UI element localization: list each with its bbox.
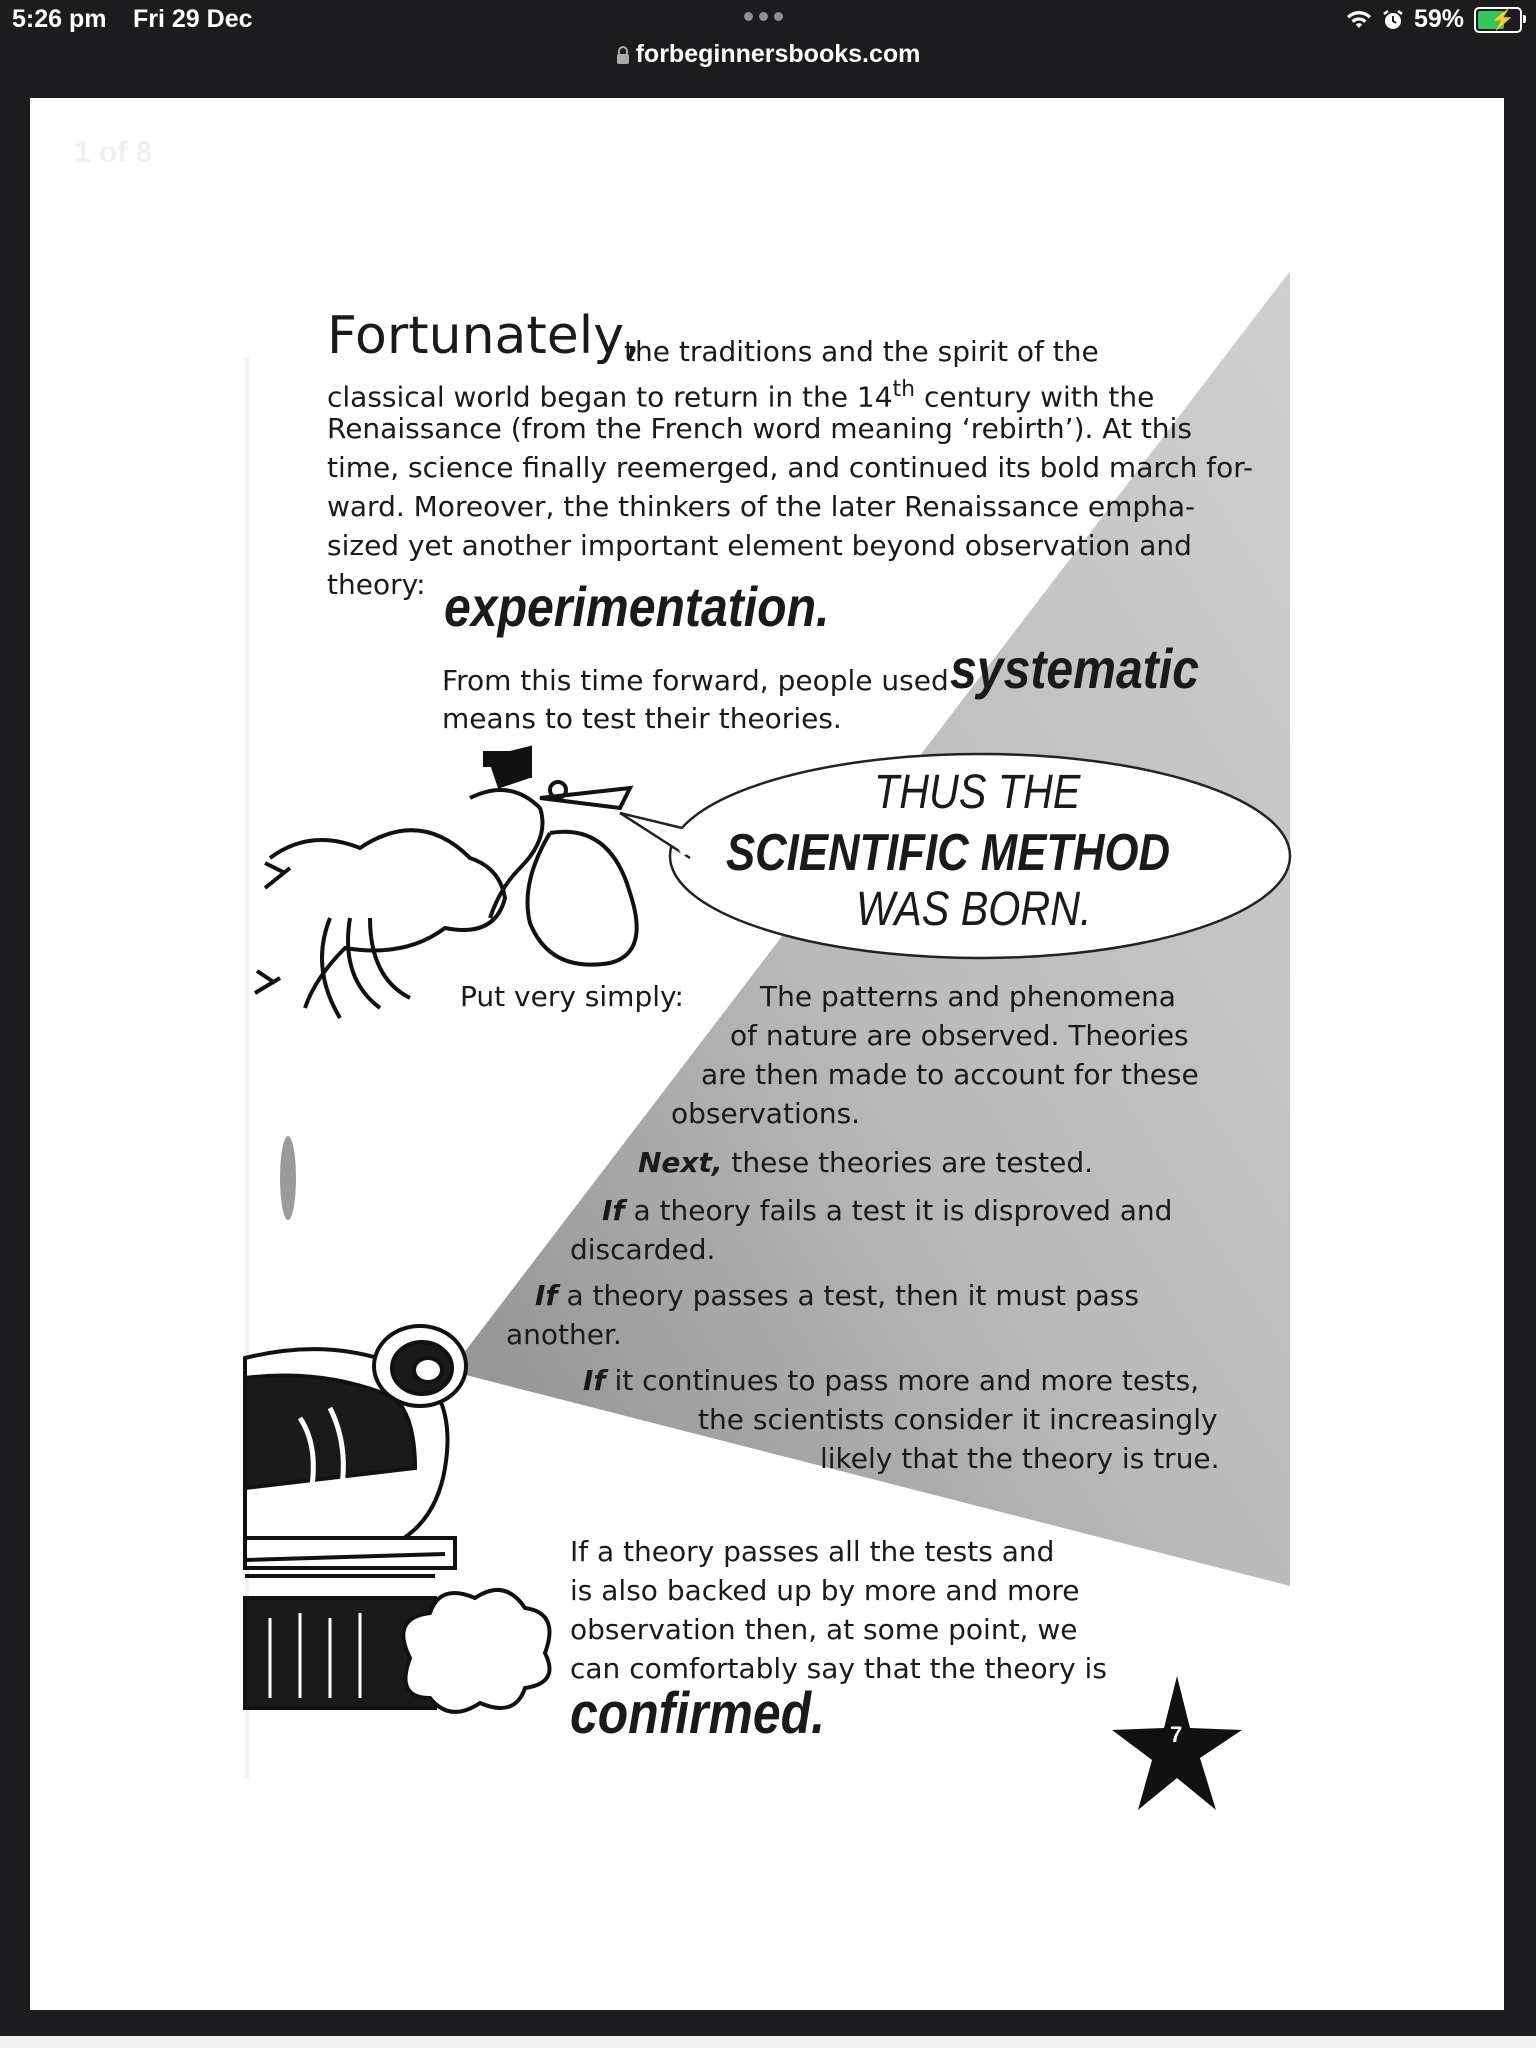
para3-line4: observations. (671, 1097, 861, 1130)
document-page[interactable] (30, 98, 1504, 2010)
multitasking-dots-icon[interactable] (744, 12, 783, 21)
para1-line6: sized yet another important element beyond observation and (327, 529, 1192, 562)
experimentation-heading: experimentation. (444, 575, 830, 638)
if2-bold: If (535, 1279, 558, 1312)
alarm-icon (1382, 9, 1404, 31)
para2-line1: From this time forward, people used (442, 664, 949, 697)
if1-bold: If (602, 1194, 625, 1227)
if1-line1 (602, 1191, 1172, 1230)
if3-line2: the scientists consider it increasingly (698, 1403, 1218, 1436)
para1-line7: theory: (327, 568, 426, 601)
url-text: forbeginnersbooks.com (635, 40, 921, 68)
if3-rest: it continues to pass more and more tests, (605, 1364, 1200, 1397)
page-number: 7 (1170, 1722, 1183, 1747)
battery-icon: ⚡ (1474, 7, 1522, 33)
bottom-strip (0, 2036, 1536, 2048)
status-time: 5:26 pm (12, 5, 107, 33)
if1-line2: discarded. (570, 1233, 716, 1266)
if2-line1 (535, 1276, 1139, 1315)
bottom-bar (0, 2010, 1536, 2030)
url-bar[interactable] (0, 40, 1536, 69)
para1-line5: ward. Moreover, the thinkers of the later Renaissance empha- (327, 490, 1196, 523)
status-bar (0, 0, 1536, 82)
bubble-line3: WAS BORN. (856, 883, 1092, 936)
if3-bold: If (583, 1364, 606, 1397)
page-indicator: 1 of 8 (74, 136, 153, 169)
lock-icon (616, 45, 630, 65)
para2-line2: means to test their theories. (442, 702, 842, 735)
status-date: Fri 29 Dec (133, 5, 253, 33)
para1-line2-a: classical world began to return in the 14 (327, 380, 893, 414)
status-indicators (1346, 5, 1522, 34)
superscript-th: th (892, 377, 916, 402)
if3-line3: likely that the theory is true. (820, 1442, 1220, 1475)
intro-word: Fortunately, (327, 306, 641, 366)
para4-line1: If a theory passes all the tests and (570, 1535, 1055, 1568)
para1-line2-b: century with the (915, 380, 1155, 414)
para3-line3: are then made to account for these (701, 1058, 1199, 1091)
para3-line1: The patterns and phenomena (760, 980, 1176, 1013)
wifi-icon (1346, 10, 1372, 30)
para1-line4: time, science finally reemerged, and continued its bold march for- (327, 451, 1254, 484)
next-rest: these theories are tested. (722, 1146, 1094, 1179)
para1-line3: Renaissance (from the French word meaning ‘rebirth’). At this (327, 412, 1192, 445)
next-line (638, 1143, 1093, 1182)
systematic-word: systematic (950, 637, 1199, 700)
para3-line2: of nature are observed. Theories (730, 1019, 1189, 1052)
next-bold: Next, (638, 1146, 723, 1179)
para4-line2: is also backed up by more and more (570, 1574, 1080, 1607)
battery-percent: 59% (1413, 5, 1464, 33)
para1-line1: the traditions and the spirit of the (624, 335, 1099, 368)
para4-line3: observation then, at some point, we (570, 1613, 1078, 1646)
para4-line4: can comfortably say that the theory is (570, 1652, 1107, 1685)
bubble-line1: THUS THE (874, 766, 1081, 819)
edge-mark (280, 1136, 296, 1220)
if1-rest: a theory fails a test it is disproved and (624, 1194, 1173, 1227)
if2-line2: another. (506, 1318, 622, 1351)
confirmed-heading: confirmed. (570, 1681, 825, 1746)
bubble-line2: SCIENTIFIC METHOD (726, 824, 1171, 882)
if3-line1 (583, 1361, 1199, 1400)
if2-rest: a theory passes a test, then it must pass (557, 1279, 1139, 1312)
put-very-simply: Put very simply: (460, 980, 684, 1013)
